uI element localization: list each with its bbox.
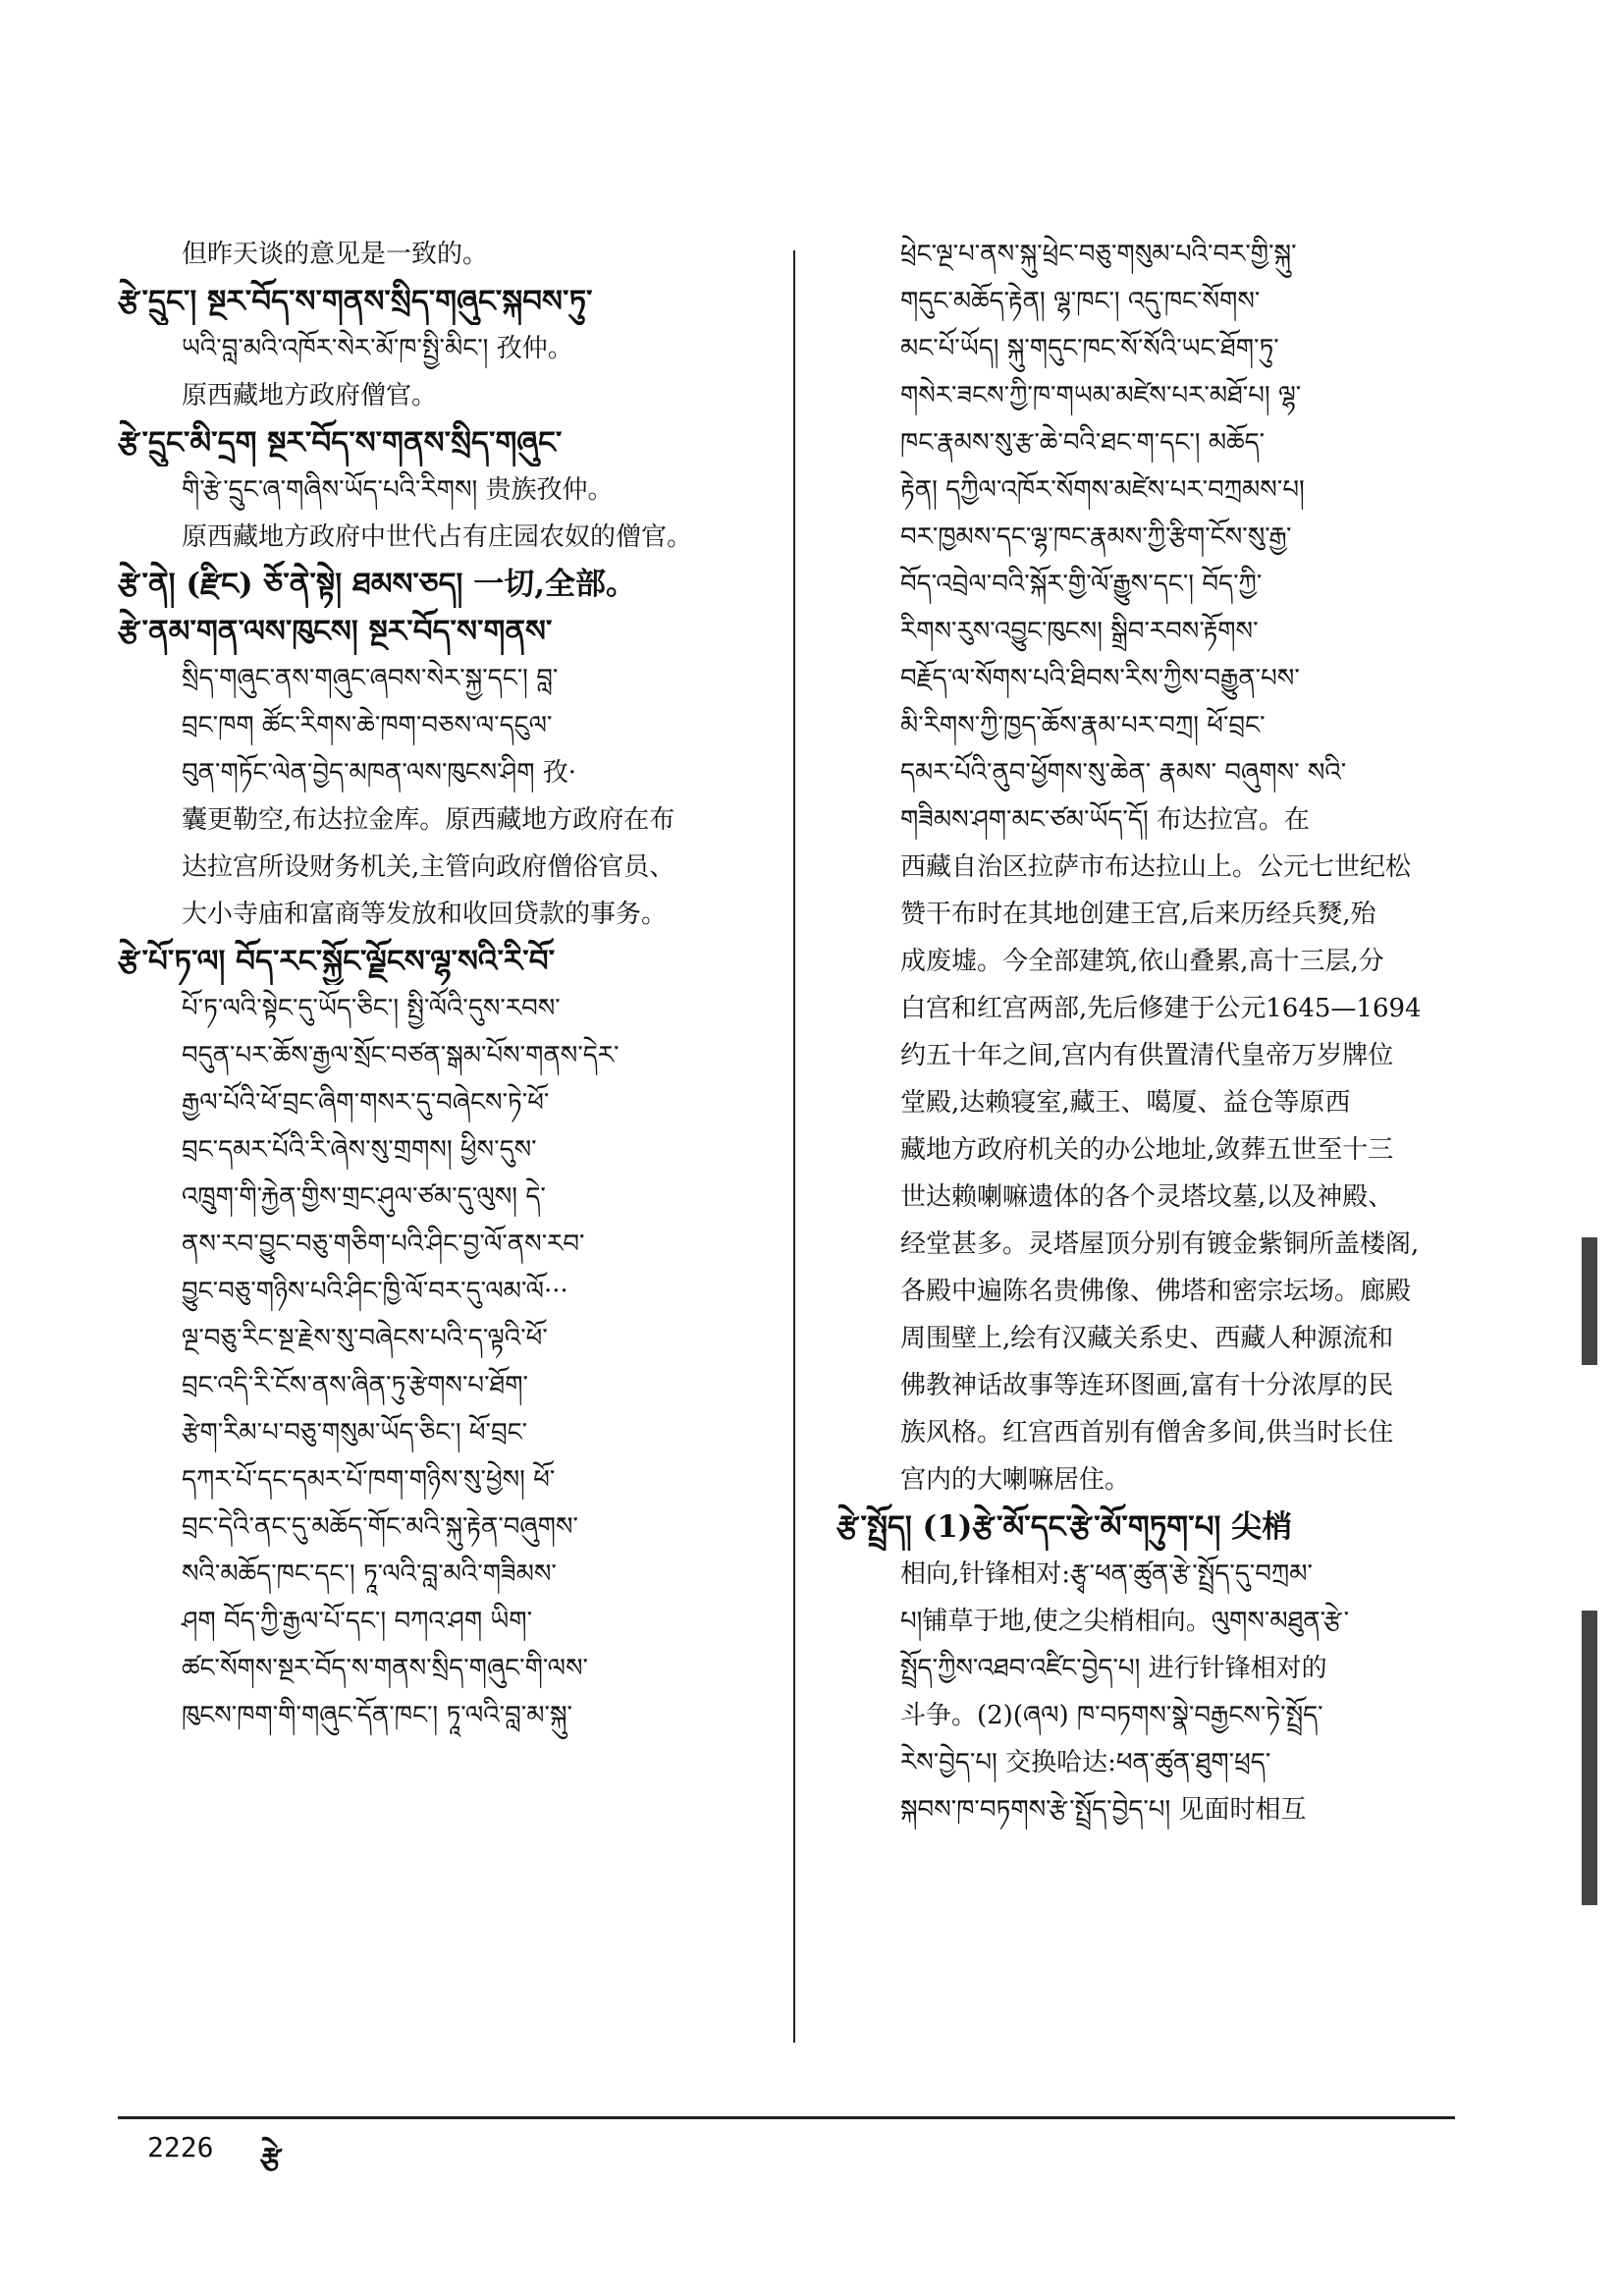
entry-text-line: 但昨天谈的意见是一致的。	[182, 240, 489, 269]
entry-text-line: 白宫和红宫两部,先后修建于公元1645—1694	[900, 994, 1422, 1023]
entry-text-line: 相向,针锋相对:རྩྭ་ཕན་ཚུན་རྩེ་སྤྲོད་དུ་བཀྲམ་	[900, 1559, 1313, 1589]
entry-text-line: སྲིད་གཞུང་ནས་གཞུང་ཞབས་སེར་སྐྱ་དང་། བླ་	[182, 664, 559, 693]
entry-text-line: 大小寺庙和富商等发放和收回贷款的事务。	[182, 900, 668, 929]
scan-margin-mark	[1582, 1237, 1597, 1365]
entry-text-line: བོད་འབྲེལ་བའི་སྐོར་གྱི་ལོ་རྒྱུས་དང་། བོད་ཀྱི་	[900, 570, 1263, 599]
entry-text-line: 斗争。(2)(ཞལ) ཁ་བཏགས་སྣེ་བརྒྱངས་ཏེ་སྤྲོད་	[900, 1701, 1323, 1730]
entry-text-line: ཕྲེང་ལྔ་པ་ནས་སྐུ་ཕྲེང་བཅུ་གསུམ་པའི་བར་གྱི་སྐུ་	[900, 240, 1297, 269]
entry-text-line: ཁུངས་ཁག་གི་གཞུང་དོན་ཁང་། ཏཱ་ལའི་བླ་མ་སྐུ་	[182, 1701, 572, 1730]
left-column	[118, 231, 795, 1739]
entry-text-line: 约五十年之间,宫内有供置清代皇帝万岁牌位	[900, 1041, 1394, 1070]
entry-text-line: རིགས་རུས་འབྱུང་ཁུངས། སྒྲིབ་རབས་རྟོགས་	[900, 617, 1259, 646]
entry-text-line: རེས་བྱེད་པ། 交换哈达:ཕན་ཚུན་ཐུག་ཕྲད་	[900, 1748, 1271, 1777]
entry-text-line: བྲང་དེའི་ནང་དུ་མཆོད་གོང་མའི་སྐུ་རྟེན་བཞུགས་	[182, 1512, 578, 1542]
entry-text-line: 达拉宫所设财务机关,主管向政府僧俗官员、	[182, 852, 675, 882]
entry-text-line: བྲང་འདི་རི་ངོས་ནས་ཞིན་ཏུ་རྩེགས་པ་ཐོག་	[182, 1371, 529, 1400]
entry-text-line: ཡའི་བླ་མའི་འཁོར་སེར་མོ་ཁ་སྤྱི་མིང་། 孜仲。	[182, 334, 573, 363]
entry-text-line: 藏地方政府机关的办公地址,敛葬五世至十三	[900, 1135, 1394, 1165]
entry-text-line: 宫内的大喇嘛居住。	[900, 1465, 1131, 1495]
entry-text-line: ཤག བོད་ཀྱི་རྒྱལ་པོ་དང་། བཀའ་ཤག ཡིག་	[182, 1607, 533, 1636]
entry-text-line: སྐབས་ཁ་བཏགས་རྩེ་སྤྲོད་བྱེད་པ། 见面时相互	[900, 1795, 1307, 1825]
entry-text-line: 世达赖喇嘛遗体的各个灵塔坟墓,以及神殿、	[900, 1182, 1394, 1212]
entry-text-line: 囊更勒空,布达拉金库。原西藏地方政府在布	[182, 805, 675, 835]
entry-text-line: བར་ཁྱམས་དང་ལྷ་ཁང་རྣམས་ཀྱི་རྩིག་ངོས་སུ་རྒྱ་	[900, 522, 1292, 552]
footer-rule	[118, 2116, 1455, 2119]
entry-text-line: འཁྲུག་གི་རྐྱེན་གྱིས་གྲང་ཤུལ་ཙམ་དུ་ལུས། དེ་	[182, 1182, 546, 1212]
entry-headword-line: རྩེ་ནེ། (རྫིང) ཅོ་ནེ་སྟེ། ཐམས་ཅད། 一切,全部。	[118, 567, 637, 602]
entry-text-line: ཚང་སོགས་སྔར་བོད་ས་གནས་སྲིད་གཞུང་གི་ལས་	[182, 1654, 588, 1683]
entry-text-line: 周围壁上,绘有汉藏关系史、西藏人种源流和	[900, 1324, 1394, 1353]
entry-text-line: སའི་མཆོད་ཁང་དང་། ཏཱ་ལའི་བླ་མའི་གཟིམས་	[182, 1559, 557, 1589]
entry-text-line: གསེར་ཟངས་ཀྱི་ཁ་གཡམ་མཛེས་པར་མཐོ་པ། ལྷ་	[900, 381, 1302, 410]
entry-text-line: 赞干布时在其地创建王宫,后来历经兵燹,殆	[900, 900, 1376, 929]
entry-text-line: བུན་གཏོང་ལེན་བྱེད་མཁན་ལས་ཁུངས་ཤིག 孜·	[182, 758, 577, 788]
entry-text-line: ཁང་རྣམས་སུ་རྩ་ཆེ་བའི་ཐང་ག་དང་། མཆོད་	[900, 428, 1266, 458]
entry-text-line: ནས་རབ་བྱུང་བཅུ་གཅིག་པའི་ཤིང་བྱ་ལོ་ནས་རབ་	[182, 1230, 585, 1259]
entry-text-line: དམར་པོའི་ནུབ་ཕྱོགས་སུ་ཆེན་ རྣམས་ བཞུགས་ སའི་	[900, 758, 1347, 788]
entry-text-line: བྲང་ཁག ཚོང་རིགས་ཆེ་ཁག་བཅས་ལ་དངུལ་	[182, 711, 553, 740]
entry-headword-line: རྩེ་སྤྲོད། (1)རྩེ་མོ་དང་རྩེ་མོ་གཏུག་པ། 尖梢	[836, 1509, 1293, 1545]
entry-text-line: གཟིམས་ཤག་མང་ཙམ་ཡོད་དོ། 布达拉宫。在	[900, 805, 1310, 835]
entry-text-line: 佛教神话故事等连环图画,富有十分浓厚的民	[900, 1371, 1394, 1400]
entry-text-line: 各殿中遍陈名贵佛像、佛塔和密宗坛场。廊殿	[900, 1277, 1412, 1306]
entry-headword-line: རྩེ་ནམ་གན་ལས་ཁུངས། སྔར་བོད་ས་གནས་	[118, 614, 553, 649]
entry-headword-line: རྩེ་དྲུང་མི་དྲག སྔར་བོད་ས་གནས་སྲིད་གཞུང་	[118, 425, 563, 461]
entry-text-line: 堂殿,达赖寝室,藏王、噶厦、益仓等原西	[900, 1088, 1351, 1118]
entry-text-line: རྩེག་རིམ་པ་བཅུ་གསུམ་ཡོད་ཅིང་། ཕོ་བྲང་	[182, 1418, 528, 1448]
entry-text-line: རྒྱལ་པོའི་ཕོ་བྲང་ཞིག་གསར་དུ་བཞེངས་ཏེ་ཕོ་	[182, 1088, 550, 1118]
entry-text-line: 族风格。红宫西首别有僧舍多间,供当时长住	[900, 1418, 1394, 1448]
entry-text-line: མང་པོ་ཡོད། སྐུ་གདུང་ཁང་སོ་སོའི་ཡང་ཐོག་ཏུ་	[900, 334, 1279, 363]
entry-text-line: གི་རྩེ་དྲུང་ཞ་གཞིས་ཡོད་པའི་རིགས། 贵族孜仲。	[182, 475, 614, 505]
entry-text-line: བདུན་པར་ཆོས་རྒྱལ་སྲོང་བཙན་སྒམ་པོས་གནས་དེར་	[182, 1041, 620, 1070]
entry-text-line: 原西藏地方政府僧官。	[182, 381, 438, 410]
entry-text-line: 西藏自治区拉萨市布达拉山上。公元七世纪松	[900, 852, 1412, 882]
entry-text-line: 经堂甚多。灵塔屋顶分别有镀金紫铜所盖楼阁,	[900, 1230, 1420, 1259]
scan-margin-mark	[1582, 1611, 1597, 1905]
entry-text-line: པ།铺草于地,使之尖梢相向。ལུགས་མཐུན་རྩེ་	[900, 1607, 1350, 1636]
entry-text-line: 成废墟。今全部建筑,依山叠累,高十三层,分	[900, 947, 1384, 976]
entry-text-line: པོ་ཏ་ལའི་སྟེང་དུ་ཡོད་ཅིང་། སྤྱི་ལོའི་དུས་རབས་	[182, 994, 561, 1023]
entry-headword-line: རྩེ་དྲུང་། སྔར་བོད་ས་གནས་སྲིད་གཞུང་སྐབས་ཏུ་	[118, 284, 593, 319]
right-column	[836, 231, 1475, 1833]
column-divider	[793, 250, 795, 2043]
entry-text-line: བྲང་དམར་པོའི་རི་ཞེས་སུ་གྲགས། ཕྱིས་དུས་	[182, 1135, 537, 1165]
entry-headword-line: རྩེ་པོ་ཏ་ལ། བོད་རང་སྐྱོང་ལྗོངས་ལྷ་སའི་རི་བོ་	[118, 944, 556, 979]
entry-text-line: ལྔ་བཅུ་རིང་སྔ་རྗེས་སུ་བཞེངས་པའི་ད་ལྟའི་ཕོ་	[182, 1324, 548, 1353]
entry-text-line: གདུང་མཆོད་རྟེན། ལྷ་ཁང་། འདུ་ཁང་སོགས་	[900, 287, 1261, 316]
entry-text-line: མི་རིགས་ཀྱི་ཁྱད་ཆོས་རྣམ་པར་བཀྲ། ཕོ་བྲང་	[900, 711, 1266, 740]
page-number: 2226	[147, 2131, 214, 2163]
entry-text-line: དཀར་པོ་དང་དམར་པོ་ཁག་གཉིས་སུ་ཕྱེས། ཕོ་	[182, 1465, 556, 1495]
entry-text-line: རྟེན། དཀྱིལ་འཁོར་སོགས་མཛེས་པར་བཀྲམས་པ།	[900, 475, 1305, 505]
entry-text-line: 原西藏地方政府中世代占有庄园农奴的僧官。	[182, 522, 693, 552]
entry-text-line: སྤྲོད་ཀྱིས་འཐབ་འཛིང་བྱེད་པ། 进行针锋相对的	[900, 1654, 1327, 1683]
entry-text-line: བྱུང་བཅུ་གཉིས་པའི་ཤིང་ཁྱི་ལོ་བར་དུ་ལམ་ལོ···	[182, 1277, 568, 1306]
entry-text-line: བརྗོད་ལ་སོགས་པའི་ཐིབས་རིས་ཀྱིས་བརྒྱུན་པས་	[900, 664, 1300, 693]
running-head: རྩེ	[260, 2142, 282, 2176]
